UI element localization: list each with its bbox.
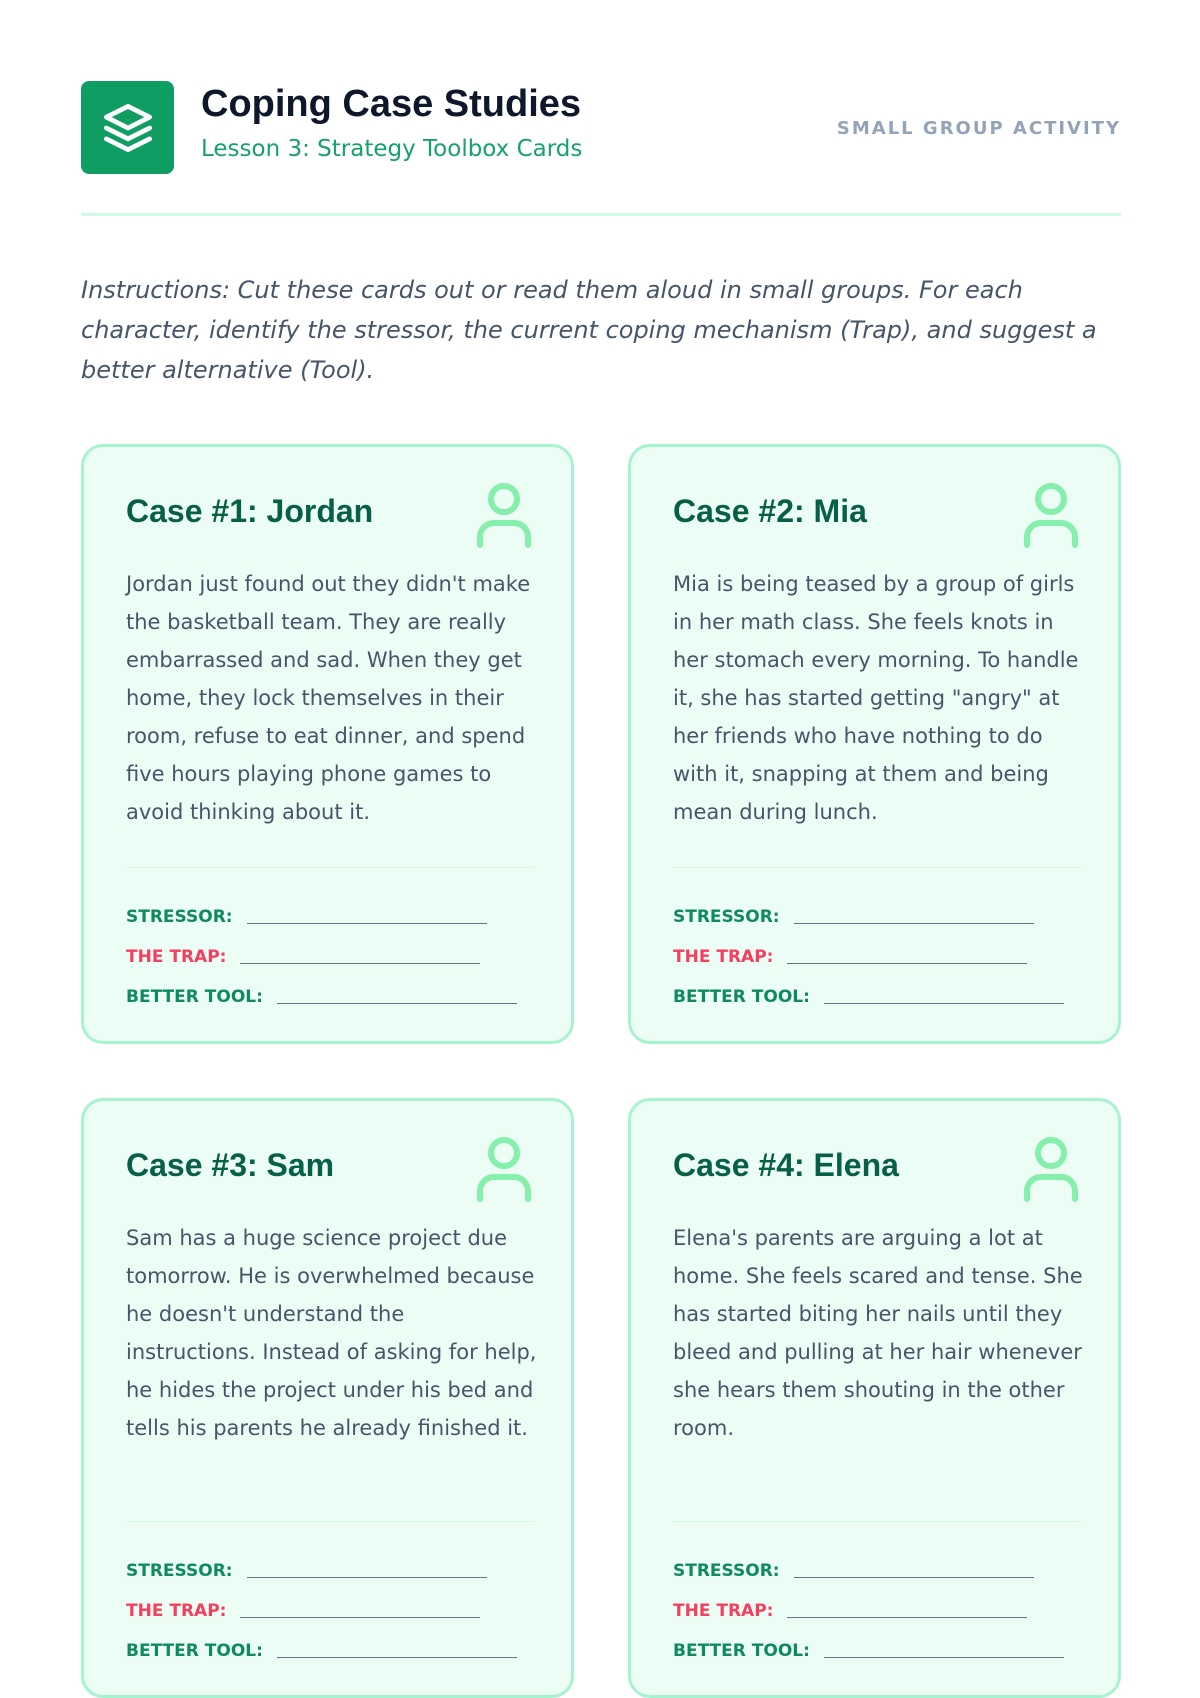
card-divider bbox=[673, 1521, 1081, 1522]
answer-line[interactable] bbox=[240, 950, 480, 964]
tool-label: BETTER TOOL: bbox=[673, 1641, 810, 1661]
card-title: Case #2: Mia bbox=[673, 493, 867, 529]
card-divider bbox=[673, 867, 1081, 868]
stressor-label: STRESSOR: bbox=[673, 1561, 780, 1581]
stressor-label: STRESSOR: bbox=[126, 1561, 233, 1581]
case-card bbox=[81, 444, 574, 1044]
answer-line[interactable] bbox=[787, 950, 1027, 964]
header-divider bbox=[81, 213, 1121, 216]
stressor-field[interactable] bbox=[673, 1551, 1093, 1591]
trap-field[interactable] bbox=[126, 937, 546, 977]
case-description: Jordan just found out they didn't make the basketball team. They are really embarrassed and sad. When they get home, they lock themselves in their room, refuse to eat dinner, and spend five hours playing phone games to avoid thinking about it. bbox=[126, 572, 531, 824]
tool-label: BETTER TOOL: bbox=[673, 987, 810, 1007]
user-icon bbox=[1022, 1135, 1080, 1203]
tool-label: BETTER TOOL: bbox=[126, 987, 263, 1007]
case-card bbox=[628, 1098, 1121, 1698]
stressor-field[interactable] bbox=[126, 1551, 546, 1591]
answer-line[interactable] bbox=[787, 1604, 1027, 1618]
stressor-field[interactable] bbox=[126, 897, 546, 937]
layers-icon bbox=[102, 102, 154, 154]
card-title: Case #4: Elena bbox=[673, 1147, 899, 1183]
response-fields bbox=[126, 897, 546, 1017]
trap-label: THE TRAP: bbox=[126, 947, 227, 967]
response-fields bbox=[673, 1551, 1093, 1671]
trap-field[interactable] bbox=[126, 1591, 546, 1631]
instructions: Instructions: Cut these cards out or read them aloud in small groups. For each character, identify the stressor, the current coping mechanism (Trap), and suggest a better alternative (Tool). bbox=[81, 276, 1097, 384]
page-subtitle: Lesson 3: Strategy Toolbox Cards bbox=[201, 136, 583, 162]
answer-line[interactable] bbox=[824, 990, 1064, 1004]
user-icon bbox=[475, 481, 533, 549]
answer-line[interactable] bbox=[277, 990, 517, 1004]
tool-field[interactable] bbox=[126, 1631, 546, 1671]
tool-field[interactable] bbox=[673, 1631, 1093, 1671]
case-card bbox=[628, 444, 1121, 1044]
card-title: Case #3: Sam bbox=[126, 1147, 335, 1183]
trap-label: THE TRAP: bbox=[673, 1601, 774, 1621]
activity-tag: SMALL GROUP ACTIVITY bbox=[836, 118, 1121, 139]
answer-line[interactable] bbox=[794, 1564, 1034, 1578]
logo bbox=[81, 81, 174, 174]
user-icon bbox=[475, 1135, 533, 1203]
trap-label: THE TRAP: bbox=[126, 1601, 227, 1621]
case-description: Elena's parents are arguing a lot at home. She feels scared and tense. She has started biting her nails until they bleed and pulling at her hair whenever she hears them shouting in the other room. bbox=[673, 1226, 1083, 1440]
trap-field[interactable] bbox=[673, 937, 1093, 977]
case-card bbox=[81, 1098, 574, 1698]
answer-line[interactable] bbox=[794, 910, 1034, 924]
card-title: Case #1: Jordan bbox=[126, 493, 374, 529]
answer-line[interactable] bbox=[247, 1564, 487, 1578]
header bbox=[81, 81, 1121, 174]
stressor-field[interactable] bbox=[673, 897, 1093, 937]
case-description: Mia is being teased by a group of girls in her math class. She feels knots in her stomach every morning. To handle it, she has started getting "angry" at her friends who have nothing to do with it, snapping at them and being mean during lunch. bbox=[673, 572, 1079, 824]
answer-line[interactable] bbox=[824, 1644, 1064, 1658]
response-fields bbox=[126, 1551, 546, 1671]
case-description: Sam has a huge science project due tomorrow. He is overwhelmed because he doesn't understand the instructions. Instead of asking for help, he hides the project under his bed and tells his parents he already finished it. bbox=[126, 1226, 537, 1440]
tool-label: BETTER TOOL: bbox=[126, 1641, 263, 1661]
card-divider bbox=[126, 867, 534, 868]
answer-line[interactable] bbox=[240, 1604, 480, 1618]
response-fields bbox=[673, 897, 1093, 1017]
stressor-label: STRESSOR: bbox=[673, 907, 780, 927]
answer-line[interactable] bbox=[247, 910, 487, 924]
trap-field[interactable] bbox=[673, 1591, 1093, 1631]
card-divider bbox=[126, 1521, 534, 1522]
answer-line[interactable] bbox=[277, 1644, 517, 1658]
tool-field[interactable] bbox=[126, 977, 546, 1017]
trap-label: THE TRAP: bbox=[673, 947, 774, 967]
user-icon bbox=[1022, 481, 1080, 549]
tool-field[interactable] bbox=[673, 977, 1093, 1017]
stressor-label: STRESSOR: bbox=[126, 907, 233, 927]
page-title: Coping Case Studies bbox=[201, 83, 582, 125]
